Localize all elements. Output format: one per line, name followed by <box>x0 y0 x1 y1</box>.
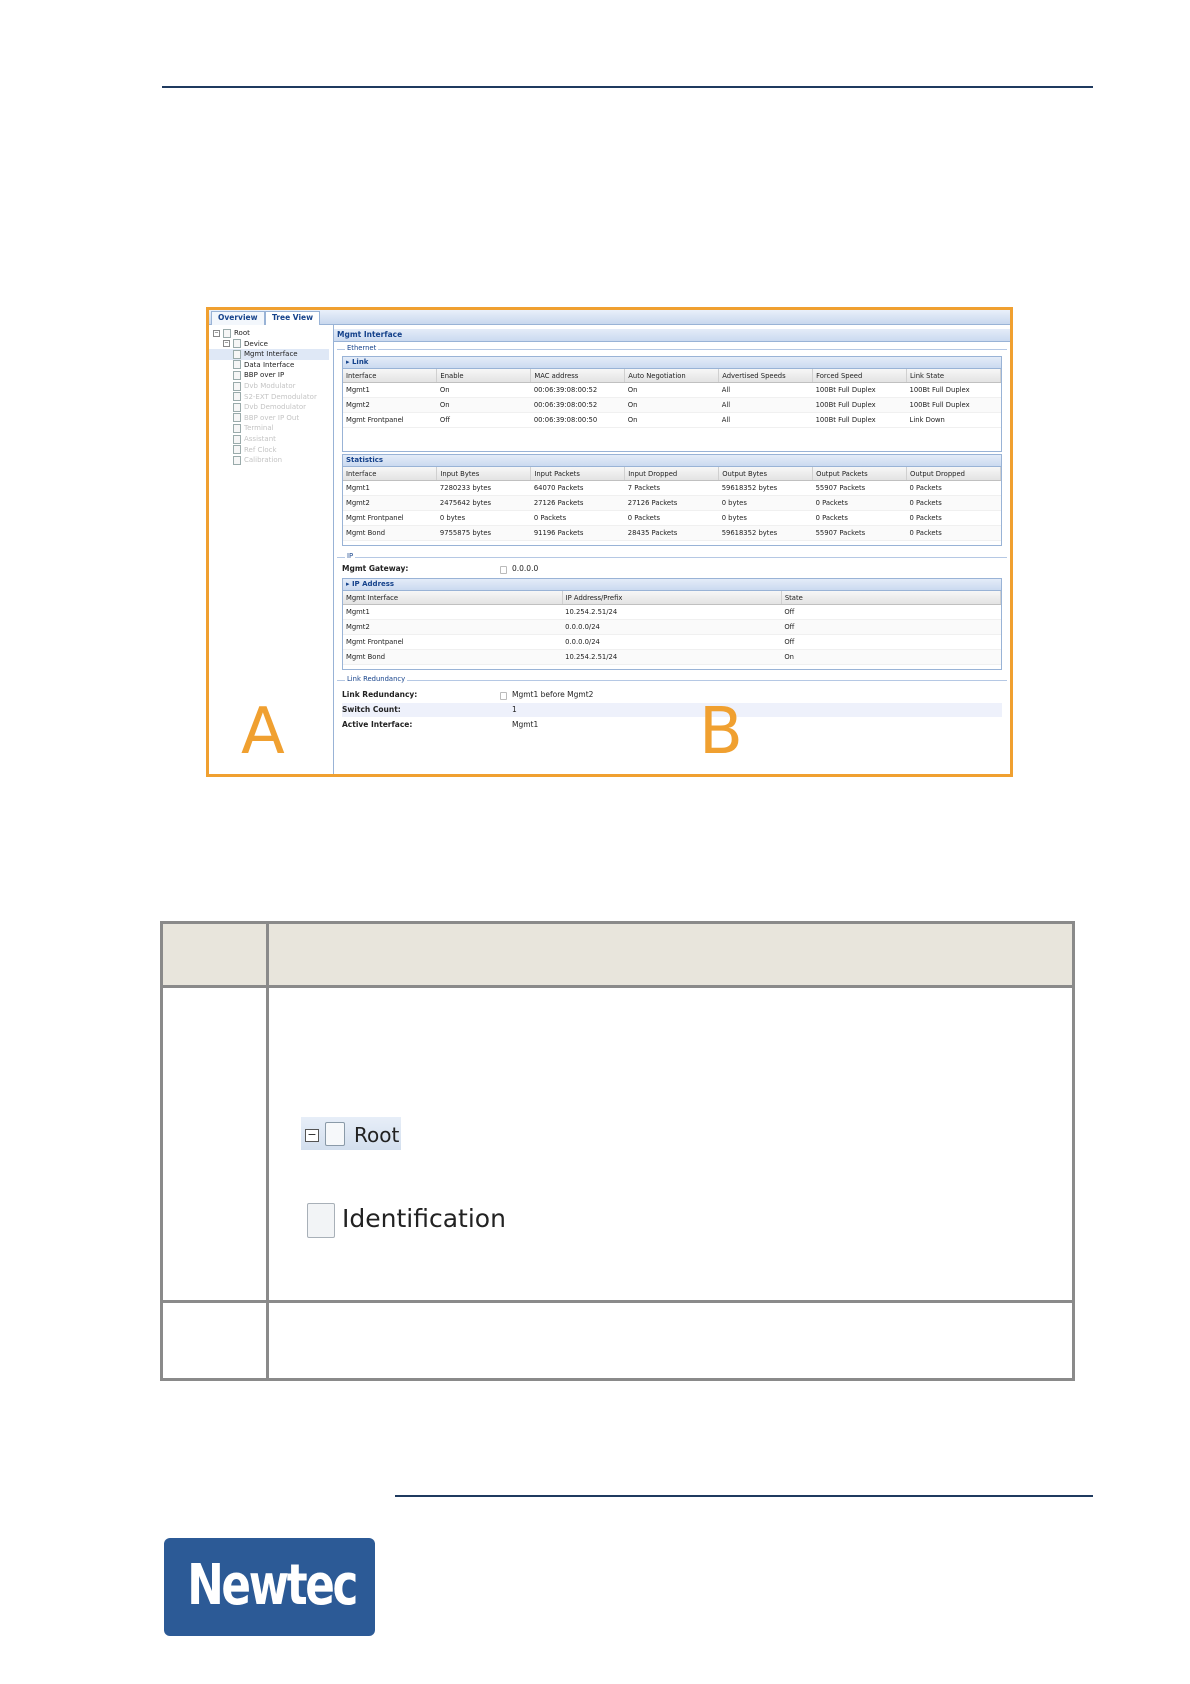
table-cell: 100Bt Full Duplex <box>907 398 1001 413</box>
root-label: Root <box>354 1123 400 1147</box>
tree-item-label: Data Interface <box>244 360 295 369</box>
table-cell: 59618352 bytes <box>719 481 813 496</box>
table-cell: 100Bt Full Duplex <box>813 383 907 398</box>
table-cell: 2475642 bytes <box>437 496 531 511</box>
table-cell: On <box>625 398 719 413</box>
table-cell: On <box>781 650 1000 665</box>
table-cell: Mgmt1 <box>343 383 437 398</box>
tree-item-label: Assistant <box>244 435 276 443</box>
row-divider <box>163 1300 1072 1303</box>
node-icon <box>223 329 231 338</box>
column-header[interactable]: Output Dropped <box>907 467 1001 481</box>
tree-item-label: Device <box>244 339 268 348</box>
tree-item[interactable] <box>209 413 329 424</box>
identification-label: Identification <box>342 1204 506 1233</box>
table-cell: 7280233 bytes <box>437 481 531 496</box>
link-table <box>343 369 1001 428</box>
table-cell: Off <box>781 620 1000 635</box>
marker-b: B <box>699 695 743 769</box>
logo-text: Newtec <box>187 1553 357 1618</box>
table-cell: Off <box>781 605 1000 620</box>
tree-item[interactable] <box>209 349 329 360</box>
table-cell: 100Bt Full Duplex <box>907 383 1001 398</box>
column-header[interactable]: IP Address/Prefix <box>562 591 781 605</box>
table-row[interactable] <box>343 620 1001 635</box>
table-row[interactable] <box>343 496 1001 511</box>
table-cell: 64070 Packets <box>531 481 625 496</box>
newtec-logo <box>164 1538 375 1636</box>
table-cell: 0 Packets <box>907 526 1001 541</box>
description-table-header <box>163 924 1072 988</box>
tree-item[interactable] <box>209 381 329 392</box>
identification-node-example <box>297 1199 506 1239</box>
column-header[interactable]: Mgmt Interface <box>343 591 562 605</box>
table-cell: 55907 Packets <box>813 526 907 541</box>
column-header[interactable]: Interface <box>343 369 437 383</box>
tree-item[interactable] <box>209 370 329 381</box>
panel-title: Mgmt Interface <box>334 329 1010 342</box>
switch-count-label: Switch Count: <box>342 705 401 714</box>
info-icon <box>500 566 507 574</box>
table-row[interactable] <box>343 413 1001 428</box>
detail-panel <box>334 325 1010 774</box>
gateway-value: 0.0.0.0 <box>512 564 539 573</box>
column-header[interactable]: MAC address <box>531 369 625 383</box>
collapse-icon[interactable]: − <box>224 340 229 347</box>
table-cell: Mgmt1 <box>343 481 437 496</box>
table-cell: Mgmt Frontpanel <box>343 511 437 526</box>
tree-item-label: Mgmt Interface <box>244 350 298 359</box>
footer-rule <box>395 1495 1093 1497</box>
tree-item-label: Root <box>234 329 250 337</box>
document-icon <box>307 1203 335 1238</box>
table-cell: 100Bt Full Duplex <box>813 398 907 413</box>
link-grid <box>342 356 1002 452</box>
table-cell: 100Bt Full Duplex <box>813 413 907 428</box>
tree-item[interactable] <box>209 455 329 466</box>
root-node-example <box>301 1117 401 1150</box>
table-cell: 0.0.0.0/24 <box>562 620 781 635</box>
tree-item-label: Dvb Demodulator <box>244 403 307 412</box>
link-redundancy-label: Link Redundancy: <box>342 690 418 699</box>
table-row[interactable] <box>343 526 1001 541</box>
table-cell: 0 Packets <box>625 511 719 526</box>
column-header[interactable]: Input Dropped <box>625 467 719 481</box>
tab-bar <box>209 310 1010 325</box>
table-cell: 91196 Packets <box>531 526 625 541</box>
table-cell: 00:06:39:08:00:52 <box>531 398 625 413</box>
node-icon <box>233 392 241 401</box>
active-interface-row <box>342 718 1002 732</box>
node-icon <box>233 371 241 380</box>
node-icon <box>233 350 241 359</box>
gateway-row <box>342 562 1002 576</box>
table-cell: On <box>437 383 531 398</box>
table-cell: Mgmt Bond <box>343 526 437 541</box>
table-cell: 28435 Packets <box>625 526 719 541</box>
header-rule <box>162 86 1093 88</box>
table-cell: 00:06:39:08:00:52 <box>531 383 625 398</box>
table-row[interactable] <box>343 650 1001 665</box>
node-icon <box>233 445 241 454</box>
table-cell: 27126 Packets <box>625 496 719 511</box>
table-cell: Mgmt2 <box>343 620 562 635</box>
table-cell: 0 bytes <box>719 496 813 511</box>
redundancy-legend: Link Redundancy <box>347 675 406 683</box>
table-cell: Off <box>437 413 531 428</box>
tree-item[interactable] <box>209 328 329 339</box>
table-cell: 0 Packets <box>907 496 1001 511</box>
column-header[interactable]: Forced Speed <box>813 369 907 383</box>
table-cell: 7 Packets <box>625 481 719 496</box>
link-grid-title: ▸ Link <box>343 357 1001 369</box>
table-row[interactable] <box>343 383 1001 398</box>
table-row[interactable] <box>343 398 1001 413</box>
tree-item[interactable] <box>209 423 329 434</box>
table-cell: 10.254.2.51/24 <box>562 650 781 665</box>
column-header[interactable]: Interface <box>343 467 437 481</box>
table-cell: On <box>625 413 719 428</box>
tree-item-label: BBP over IP Out <box>244 413 300 422</box>
active-interface-value: Mgmt1 <box>512 720 539 729</box>
table-cell: Off <box>781 635 1000 650</box>
table-cell: Mgmt1 <box>343 605 562 620</box>
tree-item-label: S2-EXT Demodulator <box>244 392 317 401</box>
column-divider <box>266 924 269 1378</box>
table-cell: 0 bytes <box>719 511 813 526</box>
tab-overview[interactable]: Overview <box>211 311 265 325</box>
column-header[interactable]: State <box>781 591 1000 605</box>
table-cell: On <box>437 398 531 413</box>
node-icon <box>233 360 241 369</box>
tree-item[interactable] <box>209 434 329 445</box>
column-header[interactable]: Enable <box>437 369 531 383</box>
column-header[interactable]: Output Bytes <box>719 467 813 481</box>
node-icon <box>233 382 241 391</box>
table-cell: Mgmt Frontpanel <box>343 635 562 650</box>
ip-legend: IP <box>347 552 354 560</box>
table-row[interactable] <box>343 605 1001 620</box>
column-header[interactable]: Auto Negotiation <box>625 369 719 383</box>
description-table <box>160 921 1075 1381</box>
tree-item-label: Calibration <box>244 456 283 465</box>
tree-item[interactable] <box>209 402 329 413</box>
link-redundancy-value: Mgmt1 before Mgmt2 <box>512 690 594 699</box>
table-row[interactable] <box>343 481 1001 496</box>
table-row[interactable] <box>343 511 1001 526</box>
table-cell: Mgmt Frontpanel <box>343 413 437 428</box>
table-cell: Mgmt2 <box>343 496 437 511</box>
table-cell: All <box>719 413 813 428</box>
ip-address-grid-title: ▸ IP Address <box>343 579 1001 591</box>
table-cell: 0 Packets <box>907 511 1001 526</box>
collapse-icon: − <box>305 1129 319 1142</box>
table-cell: 0 bytes <box>437 511 531 526</box>
table-cell: Mgmt Bond <box>343 650 562 665</box>
root-folder-icon <box>325 1122 345 1146</box>
tab-tree-view[interactable]: Tree View <box>265 311 320 325</box>
table-cell: 0 Packets <box>907 481 1001 496</box>
column-header[interactable]: Output Packets <box>813 467 907 481</box>
table-cell: 9755875 bytes <box>437 526 531 541</box>
node-icon <box>233 403 241 412</box>
active-interface-label: Active Interface: <box>342 720 413 729</box>
table-cell: On <box>625 383 719 398</box>
gateway-label: Mgmt Gateway: <box>342 564 409 573</box>
ui-screenshot <box>206 307 1013 777</box>
table-cell: 0.0.0.0/24 <box>562 635 781 650</box>
tree-item-label: Ref Clock <box>244 445 277 454</box>
node-icon <box>233 456 241 465</box>
statistics-grid <box>342 454 1002 546</box>
table-cell: Link Down <box>907 413 1001 428</box>
tree-item-label: BBP over IP <box>244 371 285 380</box>
table-cell: All <box>719 398 813 413</box>
tree-item[interactable] <box>209 360 329 371</box>
tree-item[interactable] <box>209 445 329 456</box>
marker-a: A <box>241 695 285 769</box>
table-cell: 0 Packets <box>813 496 907 511</box>
node-icon <box>233 424 241 433</box>
switch-count-row <box>342 703 1002 717</box>
table-cell: 55907 Packets <box>813 481 907 496</box>
statistics-table <box>343 467 1001 541</box>
column-header[interactable]: Advertised Speeds <box>719 369 813 383</box>
tree-item-label: Terminal <box>244 424 274 433</box>
statistics-grid-title: Statistics <box>343 455 1001 467</box>
column-header[interactable]: Link State <box>907 369 1001 383</box>
table-cell: All <box>719 383 813 398</box>
info-icon <box>500 692 507 700</box>
table-cell: 0 Packets <box>531 511 625 526</box>
tree-item[interactable] <box>209 392 329 403</box>
tree-item[interactable] <box>209 339 329 350</box>
table-cell: 0 Packets <box>813 511 907 526</box>
column-header[interactable]: Input Packets <box>531 467 625 481</box>
tree-item-label: Dvb Modulator <box>244 382 296 390</box>
node-icon <box>233 435 241 444</box>
table-row[interactable] <box>343 635 1001 650</box>
column-header[interactable]: Input Bytes <box>437 467 531 481</box>
switch-count-value: 1 <box>512 705 517 714</box>
ip-address-grid <box>342 578 1002 670</box>
ip-address-table <box>343 591 1001 665</box>
node-icon <box>233 339 241 348</box>
table-cell: 00:06:39:08:00:50 <box>531 413 625 428</box>
collapse-icon[interactable]: − <box>214 329 219 336</box>
node-icon <box>233 413 241 422</box>
ethernet-legend: Ethernet <box>347 344 377 352</box>
table-cell: 27126 Packets <box>531 496 625 511</box>
table-cell: Mgmt2 <box>343 398 437 413</box>
table-cell: 59618352 bytes <box>719 526 813 541</box>
link-redundancy-row <box>342 688 1002 702</box>
table-cell: 10.254.2.51/24 <box>562 605 781 620</box>
